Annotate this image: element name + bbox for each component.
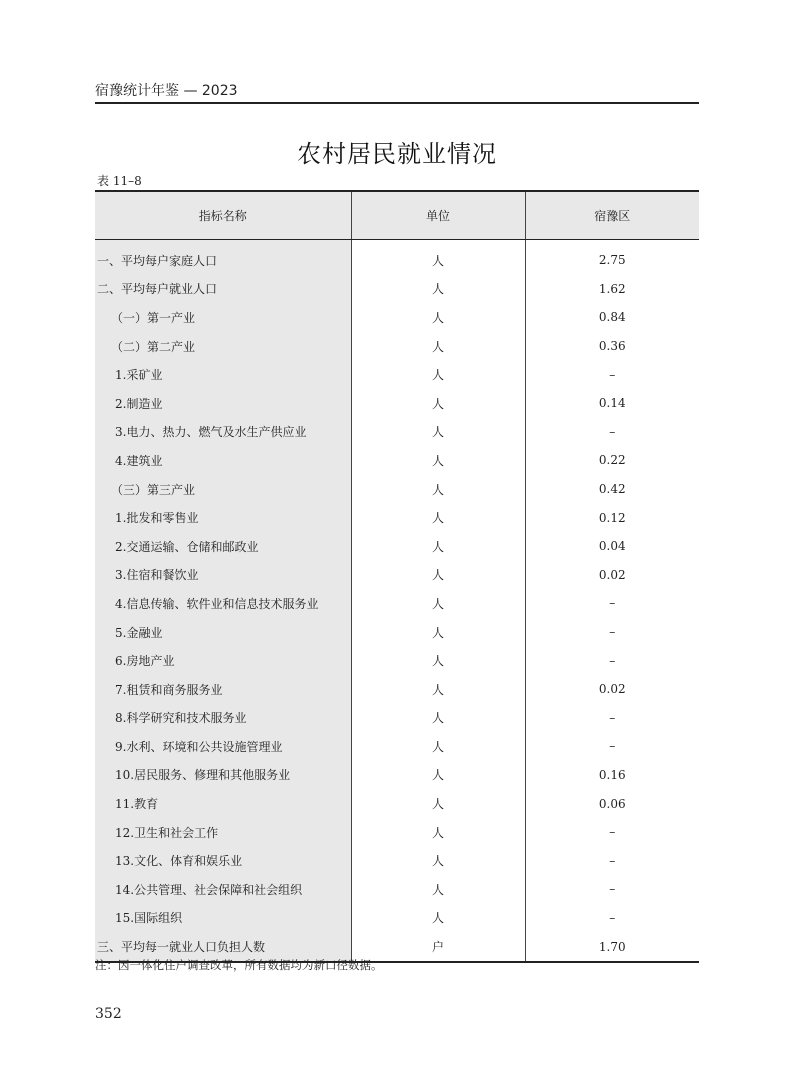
value-cell: 0.02 xyxy=(525,675,699,704)
unit-cell: 人 xyxy=(351,675,525,704)
unit-cell: 人 xyxy=(351,418,525,447)
value-cell: – xyxy=(525,646,699,675)
table-row xyxy=(95,303,699,332)
unit-cell: 人 xyxy=(351,360,525,389)
table-row xyxy=(95,904,699,933)
indicator-cell: 1.批发和零售业 xyxy=(95,503,351,532)
indicator-cell: 3.住宿和餐饮业 xyxy=(95,561,351,590)
unit-cell: 人 xyxy=(351,704,525,733)
table-row xyxy=(95,475,699,504)
unit-cell: 人 xyxy=(351,846,525,875)
table-row xyxy=(95,646,699,675)
indicator-cell: 2.制造业 xyxy=(95,389,351,418)
unit-cell: 人 xyxy=(351,789,525,818)
table-row xyxy=(95,332,699,361)
value-cell: 0.02 xyxy=(525,561,699,590)
value-cell: 0.04 xyxy=(525,532,699,561)
indicator-cell: 10.居民服务、修理和其他服务业 xyxy=(95,761,351,790)
value-cell: – xyxy=(525,904,699,933)
indicator-cell: （一）第一产业 xyxy=(95,303,351,332)
header-rule xyxy=(95,102,699,104)
value-cell: – xyxy=(525,360,699,389)
footnote: 注：因一体化住户调查改革，所有数据均为新口径数据。 xyxy=(95,958,383,972)
table-row xyxy=(95,589,699,618)
table-row xyxy=(95,532,699,561)
table-row xyxy=(95,618,699,647)
value-cell: – xyxy=(525,618,699,647)
table-row xyxy=(95,240,699,275)
indicator-cell: （二）第二产业 xyxy=(95,332,351,361)
unit-cell: 人 xyxy=(351,589,525,618)
unit-cell: 户 xyxy=(351,932,525,962)
table-row xyxy=(95,561,699,590)
value-cell: 0.36 xyxy=(525,332,699,361)
unit-cell: 人 xyxy=(351,275,525,304)
table-container xyxy=(95,190,699,963)
indicator-cell: 二、平均每户就业人口 xyxy=(95,275,351,304)
value-cell: 0.06 xyxy=(525,789,699,818)
indicator-cell: 13.文化、体育和娱乐业 xyxy=(95,846,351,875)
unit-cell: 人 xyxy=(351,618,525,647)
table-row xyxy=(95,789,699,818)
indicator-cell: 4.建筑业 xyxy=(95,446,351,475)
value-cell: – xyxy=(525,704,699,733)
table-id: 表 11–8 xyxy=(97,174,142,188)
table-row xyxy=(95,446,699,475)
value-cell: 0.84 xyxy=(525,303,699,332)
unit-cell: 人 xyxy=(351,732,525,761)
unit-cell: 人 xyxy=(351,240,525,275)
employment-table xyxy=(95,190,699,963)
table-row xyxy=(95,275,699,304)
table-body xyxy=(95,240,699,962)
table-row xyxy=(95,389,699,418)
indicator-cell: 6.房地产业 xyxy=(95,646,351,675)
unit-cell: 人 xyxy=(351,818,525,847)
indicator-cell: 5.金融业 xyxy=(95,618,351,647)
indicator-cell: 15.国际组织 xyxy=(95,904,351,933)
value-cell: 0.22 xyxy=(525,446,699,475)
table-row xyxy=(95,846,699,875)
value-cell: 1.62 xyxy=(525,275,699,304)
table-row xyxy=(95,704,699,733)
indicator-cell: 三、平均每一就业人口负担人数 xyxy=(95,932,351,962)
table-row xyxy=(95,503,699,532)
unit-cell: 人 xyxy=(351,475,525,504)
unit-cell: 人 xyxy=(351,389,525,418)
indicator-cell: 4.信息传输、软件业和信息技术服务业 xyxy=(95,589,351,618)
table-row xyxy=(95,761,699,790)
indicator-cell: 2.交通运输、仓储和邮政业 xyxy=(95,532,351,561)
unit-cell: 人 xyxy=(351,875,525,904)
indicator-cell: 8.科学研究和技术服务业 xyxy=(95,704,351,733)
indicator-cell: （三）第三产业 xyxy=(95,475,351,504)
value-cell: – xyxy=(525,732,699,761)
table-row xyxy=(95,675,699,704)
table-row xyxy=(95,418,699,447)
table-row xyxy=(95,875,699,904)
column-header-indicator: 指标名称 xyxy=(95,191,351,240)
unit-cell: 人 xyxy=(351,646,525,675)
table-row xyxy=(95,818,699,847)
unit-cell: 人 xyxy=(351,303,525,332)
unit-cell: 人 xyxy=(351,532,525,561)
value-cell: – xyxy=(525,846,699,875)
indicator-cell: 14.公共管理、社会保障和社会组织 xyxy=(95,875,351,904)
unit-cell: 人 xyxy=(351,503,525,532)
value-cell: – xyxy=(525,818,699,847)
value-cell: 0.14 xyxy=(525,389,699,418)
indicator-cell: 12.卫生和社会工作 xyxy=(95,818,351,847)
running-header: 宿豫统计年鉴 — 2023 xyxy=(95,83,238,99)
indicator-cell: 1.采矿业 xyxy=(95,360,351,389)
unit-cell: 人 xyxy=(351,561,525,590)
value-cell: – xyxy=(525,418,699,447)
page-number: 352 xyxy=(95,1006,122,1022)
unit-cell: 人 xyxy=(351,904,525,933)
column-header-unit: 单位 xyxy=(351,191,525,240)
value-cell: 0.12 xyxy=(525,503,699,532)
value-cell: – xyxy=(525,589,699,618)
indicator-cell: 3.电力、热力、燃气及水生产供应业 xyxy=(95,418,351,447)
indicator-cell: 11.教育 xyxy=(95,789,351,818)
table-row xyxy=(95,360,699,389)
unit-cell: 人 xyxy=(351,446,525,475)
value-cell: – xyxy=(525,875,699,904)
value-cell: 0.16 xyxy=(525,761,699,790)
unit-cell: 人 xyxy=(351,761,525,790)
indicator-cell: 一、平均每户家庭人口 xyxy=(95,240,351,275)
unit-cell: 人 xyxy=(351,332,525,361)
indicator-cell: 7.租赁和商务服务业 xyxy=(95,675,351,704)
value-cell: 1.70 xyxy=(525,932,699,962)
value-cell: 0.42 xyxy=(525,475,699,504)
value-cell: 2.75 xyxy=(525,240,699,275)
indicator-cell: 9.水利、环境和公共设施管理业 xyxy=(95,732,351,761)
table-row xyxy=(95,732,699,761)
page-title: 农村居民就业情况 xyxy=(297,140,497,168)
column-header-region: 宿豫区 xyxy=(525,191,699,240)
table-header-row xyxy=(95,191,699,240)
